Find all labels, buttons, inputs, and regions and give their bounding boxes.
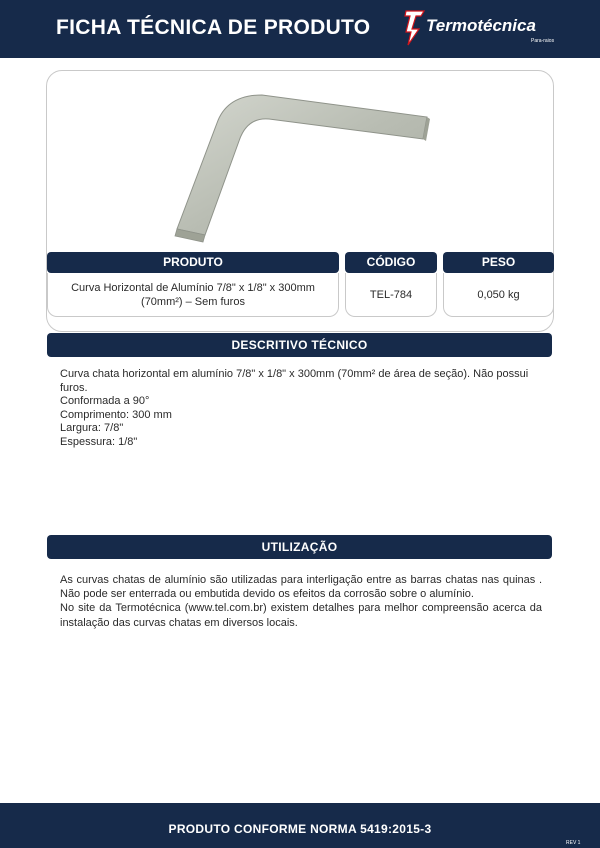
description-line: Curva chata horizontal em alumínio 7/8" x 1/8" x 300mm (70mm² de área de seção). Não possui furos. (60, 368, 529, 394)
product-weight-cell: 0,050 kg (443, 273, 554, 317)
column-header-codigo: CÓDIGO (345, 252, 437, 273)
description-line: Conformada a 90° (60, 395, 150, 407)
product-code-cell: TEL-784 (345, 273, 437, 317)
footer-bar (0, 803, 600, 848)
technical-description (60, 368, 550, 449)
page-title: FICHA TÉCNICA DE PRODUTO (56, 16, 371, 39)
revision-label: REV 1 (566, 840, 581, 846)
usage-paragraph: As curvas chatas de alumínio são utilizadas para interligação entre as barras chatas nas quinas . Não pode ser enterrada ou embutida devido os efeitos da corrosão sobre o alumínio. (60, 574, 542, 601)
termotecnica-logo-icon (404, 9, 426, 47)
column-header-peso: PESO (443, 252, 554, 273)
section-title-utilizacao: UTILIZAÇÃO (47, 535, 552, 559)
section-title-descritivo: DESCRITIVO TÉCNICO (47, 333, 552, 357)
brand-logo (404, 9, 564, 49)
brand-tagline: Para-raios (531, 38, 555, 44)
usage-paragraph: No site da Termotécnica (www.tel.com.br) existem detalhes para melhor compreensão acerca da instalação das curvas chatas em diversos locais. (60, 602, 542, 629)
norm-compliance-text: PRODUTO CONFORME NORMA 5419:2015-3 (168, 822, 432, 836)
description-line: Espessura: 1/8" (60, 435, 138, 448)
description-line: Comprimento: 300 mm (60, 408, 172, 421)
product-name-cell: Curva Horizontal de Alumínio 7/8" x 1/8" x 300mm (70mm²) – Sem furos (47, 273, 339, 317)
usage-description (60, 573, 542, 630)
description-line: Largura: 7/8" (60, 422, 124, 434)
brand-name: Termotécnica (426, 16, 536, 35)
header-bar (0, 0, 600, 58)
column-header-produto: PRODUTO (47, 252, 339, 273)
